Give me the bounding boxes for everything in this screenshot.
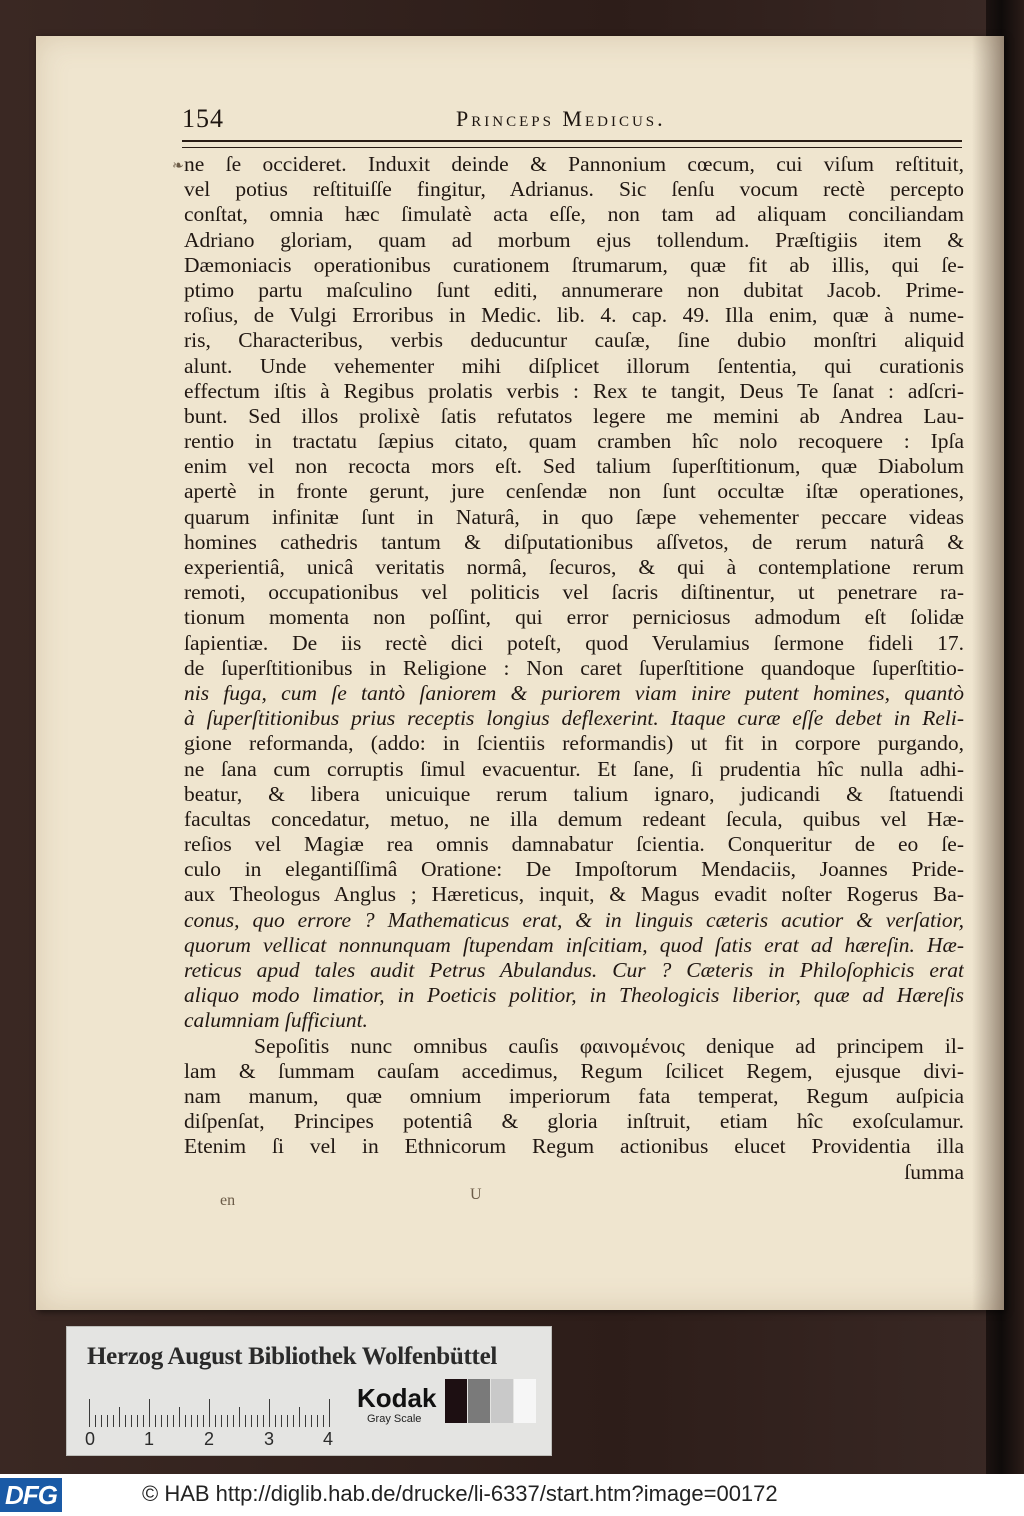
page-number: 154 bbox=[182, 104, 224, 133]
ruler-label: 0 bbox=[85, 1429, 96, 1449]
gray-swatch bbox=[491, 1379, 513, 1423]
ruler-tick bbox=[329, 1399, 330, 1427]
bleed-through-text: U bbox=[470, 1186, 482, 1203]
ruler-tick bbox=[245, 1415, 246, 1427]
text-line: experientiâ, unicâ veritatis normâ, ſecuros, & qui à contemplatione rerum bbox=[184, 555, 964, 579]
ruler-tick bbox=[107, 1415, 108, 1427]
ruler-label: 4 bbox=[323, 1429, 334, 1449]
ruler-tick bbox=[137, 1415, 138, 1427]
ruler-tick bbox=[281, 1415, 282, 1427]
ruler-tick bbox=[173, 1415, 174, 1427]
running-title: Princeps Medicus. bbox=[456, 106, 666, 131]
ruler-label: 1 bbox=[144, 1429, 155, 1449]
ruler-tick bbox=[263, 1415, 264, 1427]
ruler-tick bbox=[131, 1415, 132, 1427]
ruler-tick bbox=[125, 1415, 126, 1427]
text-line: ſapientiæ. De iis rectè dici poteſt, quod Verulamius ſermone fideli 17. bbox=[184, 630, 964, 655]
marginal-mark-icon: ❧ bbox=[172, 158, 184, 174]
text-line-italic: à ſuperſtitionibus prius receptis longius deflexerint. Itaque curæ eſſe debet in Reli- bbox=[184, 706, 964, 731]
catchword: ſumma bbox=[904, 1159, 964, 1184]
text-line: culo in elegantiſſimâ Oratione: De Impoſtorum Mendaciis, Joannes Pride- bbox=[184, 857, 964, 882]
bleed-through-text: en bbox=[220, 1192, 236, 1209]
ruler-tick bbox=[203, 1415, 204, 1427]
text-line: conſtat, omnia hæc ſimulatè acta eſſe, non tam ad aliquam conciliandam bbox=[184, 202, 964, 227]
ruler-tick bbox=[155, 1415, 156, 1427]
ruler-tick bbox=[101, 1415, 102, 1427]
text-line-italic: reticus apud tales audit Petrus Abulandus. Cur ? Cæteris in Philoſophicis erat bbox=[184, 958, 964, 982]
ruler-tick bbox=[239, 1407, 240, 1427]
text-line: Etenim ſi vel in Ethnicorum Regum actionibus elucet Providentia illa bbox=[184, 1134, 964, 1159]
gray-swatch bbox=[445, 1379, 467, 1423]
body-text bbox=[184, 152, 964, 1185]
text-line: gione reformanda, (addo: in ſcientiis reformandis) ut fit in corpore purgando, bbox=[184, 731, 964, 756]
text-line: effectum iſtis à Regibus prolatis verbis : Rex te tangit, Deus Te ſanat : adſcri- bbox=[184, 378, 964, 403]
text-line: quarum infinitæ ſunt in Naturâ, in quo ſæpe vehementer peccare videas bbox=[184, 504, 964, 529]
ruler-tick bbox=[227, 1415, 228, 1427]
gray-scale-label: Gray Scale bbox=[367, 1413, 422, 1425]
text-line: bunt. Sed illos prolixè ſatis refutatos legere me memini ab Andrea Lau- bbox=[184, 403, 964, 428]
ruler-tick bbox=[287, 1415, 288, 1427]
footer-bar bbox=[0, 1474, 1024, 1516]
dfg-logo: DFG bbox=[0, 1478, 62, 1512]
ruler-tick bbox=[215, 1415, 216, 1427]
header-rule bbox=[182, 140, 962, 148]
text-line: Adriano gloriam, quam ad morbum ejus tollendum. Præſtigiis item & bbox=[184, 227, 964, 252]
gray-swatch bbox=[514, 1379, 536, 1423]
text-line: ris, Characteribus, verbis deducuntur cauſæ, ſine dubio monſtri aliquid bbox=[184, 328, 964, 353]
text-line: ne ſana cum corruptis ſimul evacuentur. Et ſane, ſi prudentia hîc nulla adhi- bbox=[184, 756, 964, 781]
ruler-label: 3 bbox=[264, 1429, 275, 1449]
ruler-tick bbox=[209, 1399, 210, 1427]
ruler-tick bbox=[197, 1415, 198, 1427]
text-line: enim vel non recocta mors eſt. Sed talium ſuperſtitionum, quæ Diabolum bbox=[184, 454, 964, 479]
text-line-italic: calumniam ſufficiunt. bbox=[184, 1008, 368, 1033]
scale-ruler bbox=[89, 1387, 339, 1427]
ruler-tick bbox=[299, 1407, 300, 1427]
ruler-tick bbox=[119, 1407, 120, 1427]
ruler-tick bbox=[269, 1399, 270, 1427]
page-gutter-shadow bbox=[972, 36, 1004, 1310]
text-line: beatur, & libera unicuique rerum talium ignaro, judicandi & ſtatuendi bbox=[184, 781, 964, 806]
ruler-tick bbox=[191, 1415, 192, 1427]
text-line: rentio in tractatu ſæpius citato, quam cramben hîc nolo recoquere : Ipſa bbox=[184, 429, 964, 454]
text-line: remoti, occupationibus vel politicis vel ſacris diſtinentur, ut penetrare ra- bbox=[184, 580, 964, 605]
text-line: Sepoſitis nunc omnibus cauſis φαινομένοις denique ad principem il- bbox=[254, 1033, 964, 1058]
ruler-tick bbox=[311, 1415, 312, 1427]
ruler-tick bbox=[257, 1415, 258, 1427]
text-line: apertè in fronte gerunt, jure cenſendæ non ſunt occultæ iſtæ operationes, bbox=[184, 479, 964, 504]
ruler-tick bbox=[161, 1415, 162, 1427]
ruler-tick bbox=[89, 1399, 90, 1427]
text-line: alunt. Unde vehementer mihi diſplicet illorum ſententia, qui curationis bbox=[184, 353, 964, 378]
ruler-tick bbox=[251, 1415, 252, 1427]
ruler-tick bbox=[305, 1415, 306, 1427]
copyright-link[interactable]: © HAB http://diglib.hab.de/drucke/li-6337/start.htm?image=00172 bbox=[142, 1481, 778, 1506]
text-line-italic: nis fuga, cum ſe tantò ſaniorem & puriorem viam inire putent homines, quantò bbox=[184, 680, 964, 705]
kodak-logo: Kodak bbox=[357, 1383, 437, 1413]
text-line: ptimo partu maſculino ſunt editi, annumerare non dubitat Jacob. Prime- bbox=[184, 277, 964, 302]
ruler-tick bbox=[293, 1415, 294, 1427]
ruler-tick bbox=[95, 1415, 96, 1427]
text-line-italic: aliquo modo limatior, in Poeticis politior, in Theologicis liberior, quæ ad Hæreſis bbox=[184, 983, 964, 1008]
text-line: Dæmoniacis operationibus curationem ſtrumarum, quæ fit ab illis, qui ſe- bbox=[184, 252, 964, 277]
page-header bbox=[182, 104, 962, 136]
ruler-tick bbox=[143, 1415, 144, 1427]
text-line-italic: conus, quo errore ? Mathematicus erat, & in linguis cæteris acutior & verſatior, bbox=[184, 907, 964, 932]
ruler-label: 2 bbox=[204, 1429, 215, 1449]
ruler-tick bbox=[275, 1415, 276, 1427]
ruler-tick bbox=[323, 1415, 324, 1427]
ruler-tick bbox=[113, 1415, 114, 1427]
ruler-tick bbox=[179, 1407, 180, 1427]
text-line: diſpenſat, Principes potentiâ & gloria inſtruit, etiam hîc exoſculamur. bbox=[184, 1109, 964, 1134]
ruler-tick bbox=[185, 1415, 186, 1427]
ruler-tick bbox=[317, 1415, 318, 1427]
text-line: ne ſe occideret. Induxit deinde & Pannonium cœcum, cui viſum reſtituit, bbox=[184, 152, 964, 176]
text-line: vel potius reſtituiſſe fingitur, Adrianus. Sic ſenſu vocum rectè percepto bbox=[184, 177, 964, 202]
text-line: tionum momenta non poſſint, qui error perniciosus admodum eſt ſolidæ bbox=[184, 605, 964, 630]
library-name: Herzog August Bibliothek Wolfenbüttel bbox=[87, 1343, 498, 1370]
text-line: facultas concedatur, metuo, ne illa demum redeant ſecula, quibus vel Hæ- bbox=[184, 806, 964, 831]
color-calibration-target bbox=[66, 1326, 552, 1456]
gray-swatch bbox=[468, 1379, 490, 1423]
ruler-tick bbox=[233, 1415, 234, 1427]
text-line: reſios vel Magiæ rea omnis damnabatur ſcientia. Conqueritur de eo ſe- bbox=[184, 832, 964, 857]
text-line: roſius, de Vulgi Erroribus in Medic. lib. 4. cap. 49. Illa enim, quæ à nume- bbox=[184, 303, 964, 328]
text-line: nam manum, quæ omnium imperiorum fata temperat, Regum auſpicia bbox=[184, 1083, 964, 1108]
text-line: homines cathedris tantum & diſputationibus aſſvetos, de rerum naturâ & bbox=[184, 529, 964, 554]
text-line-italic: quorum vellicat nonnunquam ſtupendam inſcitiam, quod ſatis erat ad hæreſin. Hæ- bbox=[184, 932, 964, 957]
ruler-tick bbox=[167, 1415, 168, 1427]
ruler-tick bbox=[221, 1415, 222, 1427]
text-line: aux Theologus Anglus ; Hæreticus, inquit, & Magus evadit noſter Rogerus Ba- bbox=[184, 882, 964, 907]
text-line: de ſuperſtitionibus in Religione : Non caret ſuperſtitione quandoque ſuperſtitio- bbox=[184, 655, 964, 680]
ruler-tick bbox=[149, 1399, 150, 1427]
text-line: lam & ſummam cauſam accedimus, Regum ſcilicet Regem, ejusque divi- bbox=[184, 1058, 964, 1083]
